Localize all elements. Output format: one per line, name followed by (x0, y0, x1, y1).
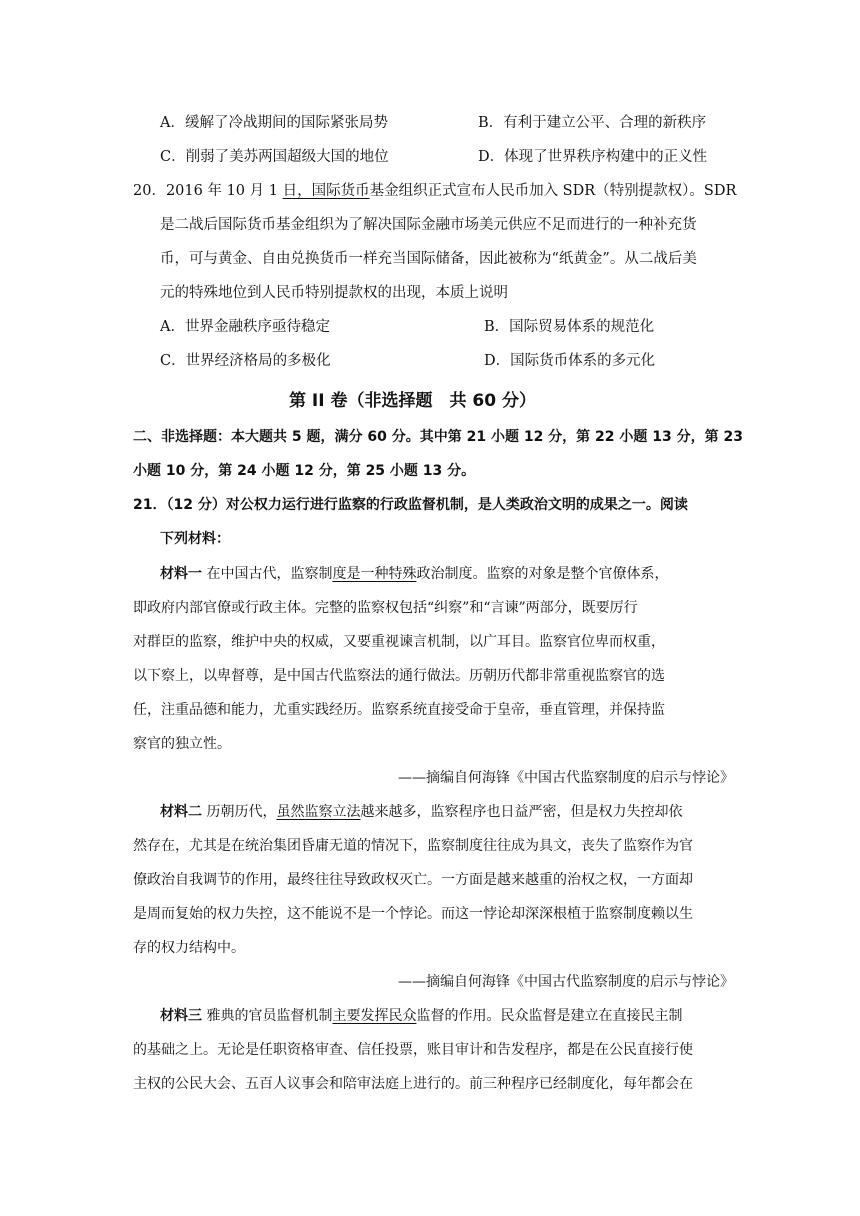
material-2-line-2: 然存在，尤其是在统治集团昏庸无道的情况下，监察制度往往成为具文，丧失了监察作为官 (133, 838, 693, 854)
q20-stem-line-3: 币，可与黄金、自由兑换货币一样充当国际储备，因此被称为“纸黄金”。从二战后美 (160, 251, 697, 267)
material-1-label: 材料一 (160, 566, 202, 582)
q20-option-b: B．国际贸易体系的规范化 (484, 319, 655, 335)
material-1-line-1: 材料一 在中国古代，监察制度是一种特殊政治制度。监察的对象是整个官僚体系， (160, 566, 669, 582)
material-1-line-2: 即政府内部官僚或行政主体。完整的监察权包括“纠察”和“言谏”两部分，既要厉行 (133, 600, 638, 616)
material-3-label: 材料三 (160, 1008, 202, 1024)
material-2-label: 材料二 (160, 804, 202, 820)
q20-stem-line-2: 是二战后国际货币基金组织为了解决国际金融市场美元供应不足而进行的一种补充货 (160, 217, 697, 233)
section-instructions-line-2: 小题 10 分，第 24 小题 12 分，第 25 小题 13 分。 (133, 463, 476, 479)
material-2-line-5: 存的权力结构中。 (133, 940, 245, 956)
q21-stem-line-1: 21．（12 分）对公权力运行进行监察的行政监督机制，是人类政治文明的成果之一。阅读 (133, 497, 688, 513)
material-2-line-3: 僚政治自我调节的作用，最终往往导致政权灭亡。一方面是越来越重的治权之权，一方面却 (133, 872, 693, 888)
q20-option-d: D．国际货币体系的多元化 (484, 353, 656, 369)
material-2-source: ——摘编自何海锋《中国古代监察制度的启示与悖论》 (398, 974, 734, 990)
material-3-line-3: 主权的公民大会、五百人议事会和陪审法庭上进行的。前三种程序已经制度化，每年都会在 (133, 1076, 693, 1092)
q20-option-c: C．世界经济格局的多极化 (160, 353, 331, 369)
material-2-line-4: 是周而复始的权力失控，这不能说不是一个悖论。而这一悖论却深深根植于监察制度赖以生 (133, 906, 693, 922)
material-1-line-5: 任，注重品德和能力，尤重实践经历。监察系统直接受命于皇帝，垂直管理，并保持监 (133, 702, 665, 718)
q20-stem-line-1: 20．2016 年 10 月 1 日，国际货币基金组织正式宣布人民币加入 SDR（特别提款权）。SDR (133, 183, 737, 199)
section-title: 第 II 卷（非选择题 共 60 分） (289, 391, 536, 411)
material-2-line-1: 材料二 历朝历代，虽然监察立法越来越多，监察程序也日益严密，但是权力失控却依 (160, 804, 683, 820)
material-1-line-4: 以下察上，以卑督尊，是中国古代监察法的通行做法。历朝历代都非常重视监察官的选 (133, 668, 665, 684)
q19-option-b: B．有利于建立公平、合理的新秩序 (478, 115, 707, 131)
material-1-line-6: 察官的独立性。 (133, 736, 231, 752)
q19-option-a: A．缓解了冷战期间的国际紧张局势 (160, 115, 388, 131)
material-3-line-2: 的基础之上。无论是任职资格审查、信任投票，账目审计和告发程序，都是在公民直接行使 (133, 1042, 693, 1058)
material-1-source: ——摘编自何海锋《中国古代监察制度的启示与悖论》 (398, 770, 734, 786)
material-3-line-1: 材料三 雅典的官员监督机制主要发挥民众监督的作用。民众监督是建立在直接民主制 (160, 1008, 683, 1024)
q20-underlined-text: 日，国际货币 (282, 183, 370, 199)
q19-option-d: D．体现了世界秩序构建中的正义性 (478, 149, 708, 165)
material-1-line-3: 对群臣的监察，维护中央的权威，又要重视谏言机制，以广耳目。监察官位卑而权重， (133, 634, 665, 650)
q19-option-c: C．削弱了美苏两国超级大国的地位 (160, 149, 389, 165)
q21-stem-line-2: 下列材料： (160, 531, 230, 547)
section-instructions-line-1: 二、非选择题：本大题共 5 题，满分 60 分。其中第 21 小题 12 分，第 22 小题 13 分，第 23 (133, 429, 743, 445)
q20-stem-line-4: 元的特殊地位到人民币特别提款权的出现，本质上说明 (160, 285, 508, 301)
q20-option-a: A．世界金融秩序亟待稳定 (160, 319, 330, 335)
